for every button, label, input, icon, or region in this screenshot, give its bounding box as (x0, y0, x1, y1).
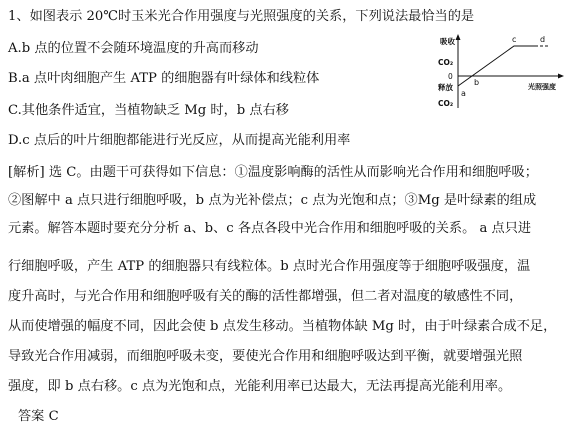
series-line (458, 46, 535, 86)
analysis-line-7: 导致光合作用减弱，而细胞呼吸未变，要使光合作用和细胞呼吸达到平衡，就要增强光照 (8, 349, 523, 364)
y-top-label-2: CO₂ (438, 58, 454, 67)
photosynthesis-chart (426, 34, 566, 110)
analysis-line-1: [解析] 选 C。由题干可获得如下信息：①温度影响酶的活性从而影响光合作用和细胞呼吸； (8, 165, 538, 180)
analysis-line-6: 从而使增强的幅度不同，因此会使 b 点发生移动。当植物体缺 Mg 时，由于叶绿素合成不足， (8, 319, 557, 334)
x-axis-arrow (558, 74, 564, 79)
option-c: C.其他条件适宜，当植物缺乏 Mg 时，b 点右移 (8, 103, 289, 118)
option-a: A.b 点的位置不会随环境温度的升高而移动 (8, 41, 259, 56)
question-stem: 1、如图表示 20℃时玉米光合作用强度与光照强度的关系，下列说法最恰当的是 (8, 9, 475, 24)
option-b: B.a 点叶肉细胞产生 ATP 的细胞器有叶绿体和线粒体 (8, 71, 320, 86)
x-label: 光照强度 (528, 83, 556, 91)
y-bottom-label-2: CO₂ (438, 99, 454, 108)
analysis-line-4: 行细胞呼吸，产生 ATP 的细胞器只有线粒体。b 点时光合作用强度等于细胞呼吸强度，温 (8, 259, 531, 274)
point-label-b: b (474, 78, 480, 87)
option-d: D.c 点后的叶片细胞都能进行光反应，从而提高光能利用率 (8, 133, 351, 148)
point-label-c: c (512, 35, 517, 44)
y-zero-label: 0 (448, 72, 453, 81)
analysis-line-3: 元素。解答本题时要充分分析 a、b、c 各点各段中光合作用和细胞呼吸的关系。 a 点只进 (8, 221, 532, 236)
point-label-a: a (461, 89, 466, 98)
y-axis-arrow (456, 34, 461, 40)
analysis-line-2: ②图解中 a 点只进行细胞呼吸，b 点为光补偿点；c 点为光饱和点；③Mg 是叶绿素的组成 (8, 193, 537, 208)
analysis-line-5: 度升高时，与光合作用和细胞呼吸有关的酶的活性都增强，但二者对温度的敏感性不同， (8, 289, 523, 304)
analysis-line-8: 强度，即 b 点右移。c 点为光饱和点，光能利用率已达最大，无法再提高光能利用率。 (8, 379, 512, 394)
y-top-label-1: 吸收 (440, 37, 455, 46)
answer: 答案 C (18, 409, 59, 424)
point-label-d: d (540, 35, 546, 44)
y-bottom-label-1: 释放 (438, 83, 453, 92)
